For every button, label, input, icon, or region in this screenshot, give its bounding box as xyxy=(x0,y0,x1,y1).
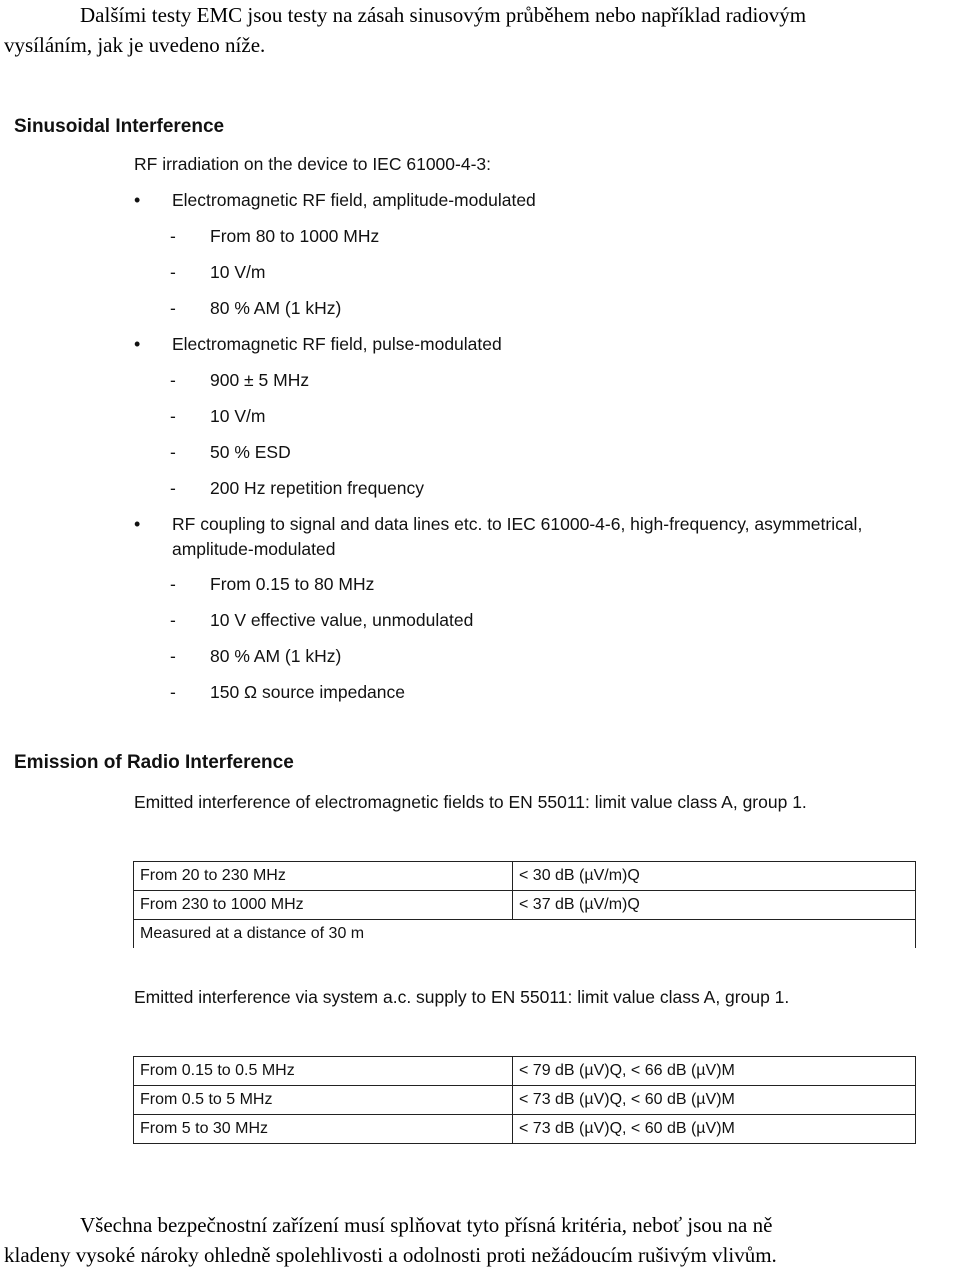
sub-item-text: 10 V/m xyxy=(210,262,266,282)
dash-icon: - xyxy=(170,406,176,426)
intro-line-2: vysíláním, jak je uvedeno níže. xyxy=(4,33,266,57)
dash-icon: - xyxy=(170,478,176,498)
sub-item-text: From 0.15 to 80 MHz xyxy=(210,574,375,594)
sub-item-text: 50 % ESD xyxy=(210,442,291,462)
bullet-text: RF coupling to signal and data lines etc. to IEC 61000-4-6, high-frequency, asymmetrical, amplitude-modulated xyxy=(172,514,863,559)
dash-icon: - xyxy=(170,574,176,594)
table-cell: From 0.5 to 5 MHz xyxy=(134,1086,513,1115)
dash-icon: - xyxy=(170,262,176,282)
dash-icon: - xyxy=(170,226,176,246)
table-cell: < 73 dB (µV)Q, < 60 dB (µV)M xyxy=(513,1115,916,1144)
table-row xyxy=(134,920,916,949)
bullet-text: Electromagnetic RF field, amplitude-modulated xyxy=(172,190,536,210)
supply-emission-text: Emitted interference via system a.c. supply to EN 55011: limit value class A, group 1. xyxy=(134,987,790,1007)
intro-paragraph xyxy=(4,0,956,60)
sub-item-text: 10 V effective value, unmodulated xyxy=(210,610,474,630)
sub-item-text: 80 % AM (1 kHz) xyxy=(210,298,342,318)
sub-item-text: 80 % AM (1 kHz) xyxy=(210,646,342,666)
dash-icon: - xyxy=(170,610,176,630)
fields-limits-table xyxy=(133,861,916,948)
closing-paragraph xyxy=(4,1210,956,1270)
sub-item-text: 900 ± 5 MHz xyxy=(210,370,310,390)
table-cell: From 20 to 230 MHz xyxy=(134,862,513,891)
sub-item-text: From 80 to 1000 MHz xyxy=(210,226,380,246)
table-row xyxy=(134,1115,916,1144)
dash-icon: - xyxy=(170,298,176,318)
table-row xyxy=(134,891,916,920)
dash-icon: - xyxy=(170,646,176,666)
intro-line-1: Dalšími testy EMC jsou testy na zásah sinusovým průběhem nebo například radiovým xyxy=(80,3,807,27)
table-row xyxy=(134,1086,916,1115)
table-cell: From 5 to 30 MHz xyxy=(134,1115,513,1144)
dash-icon: - xyxy=(170,370,176,390)
bullet-text: Electromagnetic RF field, pulse-modulated xyxy=(172,334,502,354)
sinusoidal-heading: Sinusoidal Interference xyxy=(14,116,225,137)
dash-icon: - xyxy=(170,682,176,702)
table-cell: < 79 dB (µV)Q, < 66 dB (µV)M xyxy=(513,1057,916,1086)
sub-item-text: 10 V/m xyxy=(210,406,266,426)
sub-item-text: 150 Ω source impedance xyxy=(210,682,406,702)
rf-irradiation-subheading: RF irradiation on the device to IEC 61000-4-3: xyxy=(134,154,491,174)
sub-item-text: 200 Hz repetition frequency xyxy=(210,478,425,498)
dash-icon: - xyxy=(170,442,176,462)
table-row xyxy=(134,862,916,891)
table-cell: From 230 to 1000 MHz xyxy=(134,891,513,920)
bullet-icon: • xyxy=(134,334,141,354)
table-note-cell: Measured at a distance of 30 m xyxy=(134,920,916,949)
supply-limits-table xyxy=(133,1056,916,1144)
closing-line-2: kladeny vysoké nároky ohledně spolehlivosti a odolnosti proti nežádoucím rušivým vlivům. xyxy=(4,1243,777,1267)
table-cell: < 37 dB (µV/m)Q xyxy=(513,891,916,920)
bullet-icon: • xyxy=(134,514,141,534)
table-cell: < 30 dB (µV/m)Q xyxy=(513,862,916,891)
table-row xyxy=(134,1057,916,1086)
emission-heading: Emission of Radio Interference xyxy=(14,752,294,773)
table-cell: From 0.15 to 0.5 MHz xyxy=(134,1057,513,1086)
table-cell: < 73 dB (µV)Q, < 60 dB (µV)M xyxy=(513,1086,916,1115)
fields-emission-text: Emitted interference of electromagnetic fields to EN 55011: limit value class A, group 1. xyxy=(134,792,807,812)
closing-line-1: Všechna bezpečnostní zařízení musí splňovat tyto přísná kritéria, neboť jsou na ně xyxy=(80,1213,773,1237)
bullet-icon: • xyxy=(134,190,141,210)
